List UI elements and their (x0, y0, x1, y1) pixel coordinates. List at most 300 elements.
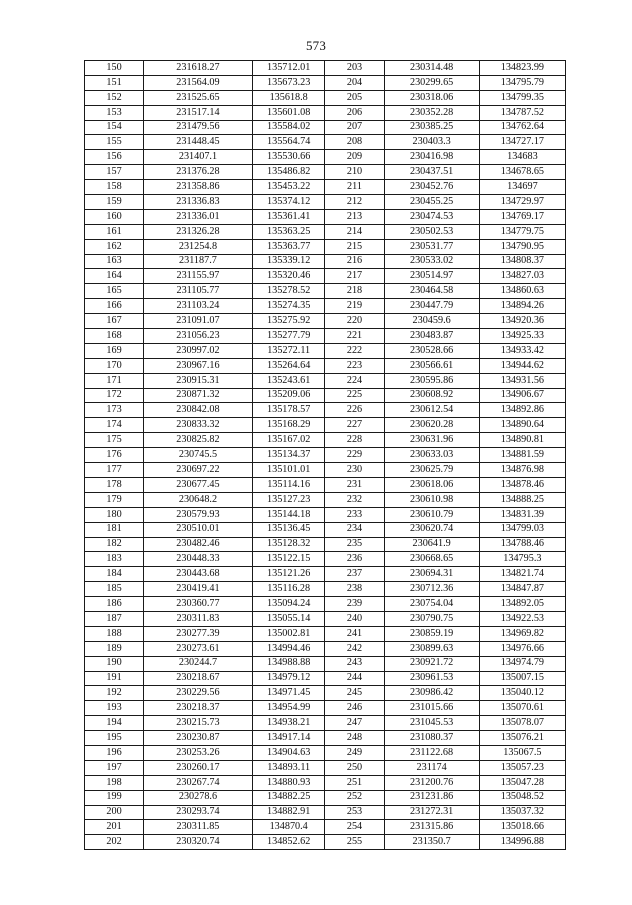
cell-y-coordinate-right: 135037.32 (479, 805, 565, 820)
cell-x-coordinate-right: 230620.28 (384, 418, 479, 433)
cell-x-coordinate-left: 230510.01 (144, 522, 253, 537)
cell-x-coordinate-left: 230677.45 (144, 477, 253, 492)
cell-point-number-left: 156 (85, 150, 144, 165)
coordinates-table (84, 60, 566, 850)
cell-point-number-right: 216 (325, 254, 384, 269)
table-row (85, 567, 566, 582)
cell-y-coordinate-left: 134994.46 (252, 641, 325, 656)
cell-x-coordinate-right: 230566.61 (384, 358, 479, 373)
cell-x-coordinate-right: 230986.42 (384, 686, 479, 701)
cell-y-coordinate-left: 135339.12 (252, 254, 325, 269)
table-row (85, 790, 566, 805)
cell-point-number-left: 176 (85, 448, 144, 463)
cell-point-number-left: 193 (85, 701, 144, 716)
cell-y-coordinate-left: 135055.14 (252, 611, 325, 626)
table-row (85, 150, 566, 165)
cell-x-coordinate-right: 230899.63 (384, 641, 479, 656)
cell-y-coordinate-right: 134922.53 (479, 611, 565, 626)
cell-x-coordinate-right: 230631.96 (384, 433, 479, 448)
cell-y-coordinate-right: 134808.37 (479, 254, 565, 269)
cell-y-coordinate-right: 134827.03 (479, 269, 565, 284)
table-row (85, 120, 566, 135)
cell-y-coordinate-right: 135067.5 (479, 745, 565, 760)
cell-y-coordinate-left: 135101.01 (252, 463, 325, 478)
table-row (85, 61, 566, 76)
table-row (85, 343, 566, 358)
cell-point-number-right: 224 (325, 373, 384, 388)
cell-point-number-right: 208 (325, 135, 384, 150)
table-row (85, 805, 566, 820)
cell-x-coordinate-left: 230244.7 (144, 656, 253, 671)
cell-y-coordinate-left: 135564.74 (252, 135, 325, 150)
cell-y-coordinate-left: 135530.66 (252, 150, 325, 165)
cell-x-coordinate-right: 230612.54 (384, 403, 479, 418)
cell-x-coordinate-right: 230859.19 (384, 626, 479, 641)
cell-x-coordinate-left: 230842.08 (144, 403, 253, 418)
cell-point-number-left: 157 (85, 165, 144, 180)
cell-y-coordinate-right: 134795.3 (479, 552, 565, 567)
cell-point-number-right: 247 (325, 716, 384, 731)
cell-x-coordinate-left: 230277.39 (144, 626, 253, 641)
cell-x-coordinate-left: 230311.83 (144, 611, 253, 626)
cell-point-number-right: 223 (325, 358, 384, 373)
cell-x-coordinate-left: 231091.07 (144, 314, 253, 329)
cell-point-number-left: 158 (85, 180, 144, 195)
cell-y-coordinate-left: 135178.57 (252, 403, 325, 418)
cell-x-coordinate-left: 230833.32 (144, 418, 253, 433)
table-row (85, 463, 566, 478)
table-row (85, 209, 566, 224)
cell-y-coordinate-left: 135618.8 (252, 90, 325, 105)
cell-point-number-right: 230 (325, 463, 384, 478)
cell-y-coordinate-left: 135278.52 (252, 284, 325, 299)
cell-point-number-right: 253 (325, 805, 384, 820)
cell-x-coordinate-right: 230474.53 (384, 209, 479, 224)
cell-y-coordinate-right: 134823.99 (479, 61, 565, 76)
cell-x-coordinate-right: 230531.77 (384, 239, 479, 254)
cell-x-coordinate-left: 231479.56 (144, 120, 253, 135)
cell-y-coordinate-left: 134882.25 (252, 790, 325, 805)
cell-point-number-right: 239 (325, 597, 384, 612)
cell-x-coordinate-right: 230641.9 (384, 537, 479, 552)
cell-point-number-left: 197 (85, 760, 144, 775)
cell-y-coordinate-right: 134860.63 (479, 284, 565, 299)
cell-y-coordinate-right: 134892.05 (479, 597, 565, 612)
cell-point-number-left: 192 (85, 686, 144, 701)
cell-x-coordinate-left: 231564.09 (144, 75, 253, 90)
cell-point-number-right: 252 (325, 790, 384, 805)
cell-point-number-right: 213 (325, 209, 384, 224)
cell-point-number-left: 166 (85, 299, 144, 314)
table-row (85, 731, 566, 746)
cell-x-coordinate-right: 230961.53 (384, 671, 479, 686)
table-row (85, 775, 566, 790)
cell-x-coordinate-right: 230455.25 (384, 195, 479, 210)
cell-y-coordinate-left: 134852.62 (252, 835, 325, 850)
cell-point-number-right: 229 (325, 448, 384, 463)
cell-y-coordinate-right: 134799.35 (479, 90, 565, 105)
cell-y-coordinate-left: 134938.21 (252, 716, 325, 731)
cell-y-coordinate-right: 134969.82 (479, 626, 565, 641)
cell-point-number-left: 188 (85, 626, 144, 641)
cell-point-number-right: 249 (325, 745, 384, 760)
cell-point-number-right: 254 (325, 820, 384, 835)
cell-x-coordinate-right: 230403.3 (384, 135, 479, 150)
cell-x-coordinate-right: 230694.31 (384, 567, 479, 582)
cell-y-coordinate-left: 135136.45 (252, 522, 325, 537)
cell-y-coordinate-left: 134971.45 (252, 686, 325, 701)
cell-y-coordinate-left: 135274.35 (252, 299, 325, 314)
table-row (85, 254, 566, 269)
cell-point-number-left: 169 (85, 343, 144, 358)
cell-point-number-left: 189 (85, 641, 144, 656)
cell-x-coordinate-left: 230697.22 (144, 463, 253, 478)
cell-point-number-right: 246 (325, 701, 384, 716)
cell-y-coordinate-left: 135122.15 (252, 552, 325, 567)
cell-y-coordinate-left: 135002.81 (252, 626, 325, 641)
cell-x-coordinate-right: 230533.02 (384, 254, 479, 269)
cell-y-coordinate-right: 135076.21 (479, 731, 565, 746)
cell-point-number-right: 242 (325, 641, 384, 656)
cell-x-coordinate-right: 231174 (384, 760, 479, 775)
cell-point-number-left: 181 (85, 522, 144, 537)
cell-point-number-right: 244 (325, 671, 384, 686)
cell-x-coordinate-left: 230915.31 (144, 373, 253, 388)
table-row (85, 224, 566, 239)
cell-point-number-right: 241 (325, 626, 384, 641)
cell-x-coordinate-left: 231336.01 (144, 209, 253, 224)
cell-x-coordinate-right: 230754.04 (384, 597, 479, 612)
cell-y-coordinate-left: 135363.25 (252, 224, 325, 239)
cell-y-coordinate-right: 134894.26 (479, 299, 565, 314)
cell-x-coordinate-right: 230625.79 (384, 463, 479, 478)
table-row (85, 135, 566, 150)
cell-y-coordinate-right: 134878.46 (479, 477, 565, 492)
table-row (85, 820, 566, 835)
cell-x-coordinate-right: 230452.76 (384, 180, 479, 195)
cell-y-coordinate-right: 134944.62 (479, 358, 565, 373)
cell-point-number-left: 170 (85, 358, 144, 373)
cell-point-number-right: 207 (325, 120, 384, 135)
cell-y-coordinate-left: 134893.11 (252, 760, 325, 775)
table-row (85, 433, 566, 448)
cell-point-number-left: 152 (85, 90, 144, 105)
cell-point-number-right: 209 (325, 150, 384, 165)
cell-x-coordinate-left: 230648.2 (144, 492, 253, 507)
cell-y-coordinate-right: 134931.56 (479, 373, 565, 388)
cell-y-coordinate-right: 134787.52 (479, 105, 565, 120)
cell-y-coordinate-right: 134831.39 (479, 507, 565, 522)
cell-point-number-left: 165 (85, 284, 144, 299)
cell-y-coordinate-right: 134678.65 (479, 165, 565, 180)
cell-point-number-right: 250 (325, 760, 384, 775)
table-row (85, 403, 566, 418)
cell-x-coordinate-left: 231448.45 (144, 135, 253, 150)
cell-x-coordinate-right: 230314.48 (384, 61, 479, 76)
cell-y-coordinate-right: 135078.07 (479, 716, 565, 731)
table-row (85, 492, 566, 507)
cell-y-coordinate-right: 134876.98 (479, 463, 565, 478)
table-row (85, 701, 566, 716)
cell-y-coordinate-left: 135264.64 (252, 358, 325, 373)
cell-point-number-left: 195 (85, 731, 144, 746)
cell-y-coordinate-left: 134917.14 (252, 731, 325, 746)
table-row (85, 75, 566, 90)
cell-point-number-right: 205 (325, 90, 384, 105)
cell-x-coordinate-right: 230712.36 (384, 582, 479, 597)
cell-x-coordinate-left: 231105.77 (144, 284, 253, 299)
cell-y-coordinate-right: 134683 (479, 150, 565, 165)
cell-x-coordinate-right: 230299.65 (384, 75, 479, 90)
cell-y-coordinate-right: 134799.03 (479, 522, 565, 537)
cell-y-coordinate-left: 135167.02 (252, 433, 325, 448)
cell-y-coordinate-right: 134890.64 (479, 418, 565, 433)
table-row (85, 284, 566, 299)
table-row (85, 388, 566, 403)
cell-point-number-right: 218 (325, 284, 384, 299)
cell-x-coordinate-right: 231231.86 (384, 790, 479, 805)
cell-y-coordinate-left: 135361.41 (252, 209, 325, 224)
cell-x-coordinate-right: 230464.58 (384, 284, 479, 299)
cell-point-number-right: 214 (325, 224, 384, 239)
table-row (85, 448, 566, 463)
cell-y-coordinate-right: 134821.74 (479, 567, 565, 582)
cell-x-coordinate-left: 230967.16 (144, 358, 253, 373)
cell-point-number-right: 203 (325, 61, 384, 76)
cell-x-coordinate-left: 230448.33 (144, 552, 253, 567)
table-row (85, 597, 566, 612)
cell-point-number-right: 233 (325, 507, 384, 522)
cell-x-coordinate-left: 231155.97 (144, 269, 253, 284)
cell-point-number-right: 215 (325, 239, 384, 254)
cell-y-coordinate-right: 135040.12 (479, 686, 565, 701)
cell-x-coordinate-right: 230618.06 (384, 477, 479, 492)
cell-x-coordinate-right: 230437.51 (384, 165, 479, 180)
cell-y-coordinate-left: 134880.93 (252, 775, 325, 790)
cell-point-number-right: 222 (325, 343, 384, 358)
cell-x-coordinate-right: 230459.6 (384, 314, 479, 329)
cell-point-number-left: 172 (85, 388, 144, 403)
cell-x-coordinate-left: 231376.28 (144, 165, 253, 180)
cell-y-coordinate-right: 134976.66 (479, 641, 565, 656)
cell-point-number-left: 162 (85, 239, 144, 254)
cell-point-number-left: 151 (85, 75, 144, 90)
table-row (85, 329, 566, 344)
cell-point-number-left: 199 (85, 790, 144, 805)
cell-point-number-right: 235 (325, 537, 384, 552)
cell-point-number-left: 164 (85, 269, 144, 284)
cell-point-number-right: 206 (325, 105, 384, 120)
cell-point-number-left: 184 (85, 567, 144, 582)
cell-y-coordinate-right: 134996.88 (479, 835, 565, 850)
table-row (85, 90, 566, 105)
table-row (85, 507, 566, 522)
table-row (85, 477, 566, 492)
cell-y-coordinate-left: 135094.24 (252, 597, 325, 612)
cell-x-coordinate-left: 231407.1 (144, 150, 253, 165)
cell-x-coordinate-right: 231122.68 (384, 745, 479, 760)
cell-x-coordinate-left: 230253.26 (144, 745, 253, 760)
cell-x-coordinate-right: 230416.98 (384, 150, 479, 165)
cell-y-coordinate-left: 135168.29 (252, 418, 325, 433)
cell-point-number-left: 182 (85, 537, 144, 552)
cell-x-coordinate-left: 230579.93 (144, 507, 253, 522)
cell-point-number-right: 238 (325, 582, 384, 597)
cell-point-number-right: 221 (325, 329, 384, 344)
cell-y-coordinate-left: 135134.37 (252, 448, 325, 463)
cell-y-coordinate-left: 135673.23 (252, 75, 325, 90)
cell-point-number-left: 173 (85, 403, 144, 418)
cell-x-coordinate-right: 231272.31 (384, 805, 479, 820)
cell-point-number-left: 201 (85, 820, 144, 835)
cell-point-number-left: 198 (85, 775, 144, 790)
cell-point-number-right: 219 (325, 299, 384, 314)
cell-y-coordinate-left: 134979.12 (252, 671, 325, 686)
cell-point-number-left: 155 (85, 135, 144, 150)
cell-x-coordinate-left: 230419.41 (144, 582, 253, 597)
cell-x-coordinate-left: 231336.83 (144, 195, 253, 210)
cell-point-number-right: 212 (325, 195, 384, 210)
cell-point-number-left: 175 (85, 433, 144, 448)
cell-point-number-left: 196 (85, 745, 144, 760)
cell-point-number-right: 211 (325, 180, 384, 195)
cell-y-coordinate-left: 135209.06 (252, 388, 325, 403)
cell-x-coordinate-right: 230668.65 (384, 552, 479, 567)
page-number: 573 (305, 38, 327, 53)
cell-y-coordinate-right: 134847.87 (479, 582, 565, 597)
cell-x-coordinate-left: 231103.24 (144, 299, 253, 314)
cell-point-number-left: 160 (85, 209, 144, 224)
cell-y-coordinate-left: 135127.23 (252, 492, 325, 507)
cell-x-coordinate-left: 230230.87 (144, 731, 253, 746)
table-row (85, 299, 566, 314)
cell-point-number-left: 186 (85, 597, 144, 612)
cell-point-number-right: 232 (325, 492, 384, 507)
cell-point-number-right: 228 (325, 433, 384, 448)
cell-point-number-left: 202 (85, 835, 144, 850)
table-row (85, 314, 566, 329)
cell-point-number-left: 183 (85, 552, 144, 567)
table-row (85, 656, 566, 671)
cell-x-coordinate-left: 230443.68 (144, 567, 253, 582)
cell-point-number-right: 240 (325, 611, 384, 626)
cell-x-coordinate-left: 230997.02 (144, 343, 253, 358)
cell-y-coordinate-left: 135243.61 (252, 373, 325, 388)
cell-x-coordinate-right: 230633.03 (384, 448, 479, 463)
cell-point-number-left: 163 (85, 254, 144, 269)
cell-point-number-left: 150 (85, 61, 144, 76)
cell-point-number-left: 200 (85, 805, 144, 820)
cell-point-number-right: 234 (325, 522, 384, 537)
cell-y-coordinate-right: 134933.42 (479, 343, 565, 358)
cell-x-coordinate-right: 230790.75 (384, 611, 479, 626)
cell-y-coordinate-right: 134779.75 (479, 224, 565, 239)
cell-point-number-left: 191 (85, 671, 144, 686)
cell-y-coordinate-right: 134925.33 (479, 329, 565, 344)
cell-y-coordinate-right: 134697 (479, 180, 565, 195)
cell-x-coordinate-right: 230620.74 (384, 522, 479, 537)
cell-y-coordinate-right: 135048.52 (479, 790, 565, 805)
cell-y-coordinate-right: 134888.25 (479, 492, 565, 507)
table-row (85, 671, 566, 686)
cell-x-coordinate-left: 231525.65 (144, 90, 253, 105)
cell-y-coordinate-right: 134762.64 (479, 120, 565, 135)
cell-y-coordinate-left: 135486.82 (252, 165, 325, 180)
cell-x-coordinate-left: 230229.56 (144, 686, 253, 701)
cell-x-coordinate-left: 230218.67 (144, 671, 253, 686)
cell-y-coordinate-left: 135272.11 (252, 343, 325, 358)
cell-point-number-right: 236 (325, 552, 384, 567)
table-row (85, 373, 566, 388)
cell-y-coordinate-right: 135047.28 (479, 775, 565, 790)
cell-x-coordinate-left: 231187.7 (144, 254, 253, 269)
cell-x-coordinate-left: 230278.6 (144, 790, 253, 805)
table-row (85, 626, 566, 641)
cell-point-number-left: 167 (85, 314, 144, 329)
table-row (85, 745, 566, 760)
cell-x-coordinate-right: 230921.72 (384, 656, 479, 671)
cell-y-coordinate-left: 134870.4 (252, 820, 325, 835)
cell-x-coordinate-left: 230260.17 (144, 760, 253, 775)
cell-y-coordinate-right: 135070.61 (479, 701, 565, 716)
table-row (85, 358, 566, 373)
cell-y-coordinate-right: 134795.79 (479, 75, 565, 90)
cell-point-number-right: 231 (325, 477, 384, 492)
cell-x-coordinate-right: 230595.86 (384, 373, 479, 388)
cell-x-coordinate-left: 230825.82 (144, 433, 253, 448)
cell-point-number-left: 185 (85, 582, 144, 597)
cell-point-number-right: 243 (325, 656, 384, 671)
cell-point-number-left: 168 (85, 329, 144, 344)
cell-point-number-right: 217 (325, 269, 384, 284)
cell-y-coordinate-left: 135114.16 (252, 477, 325, 492)
cell-x-coordinate-left: 231254.8 (144, 239, 253, 254)
cell-point-number-left: 190 (85, 656, 144, 671)
cell-y-coordinate-right: 134729.97 (479, 195, 565, 210)
cell-point-number-left: 180 (85, 507, 144, 522)
cell-y-coordinate-left: 135116.28 (252, 582, 325, 597)
table-row (85, 522, 566, 537)
cell-x-coordinate-left: 231517.14 (144, 105, 253, 120)
cell-point-number-left: 187 (85, 611, 144, 626)
cell-point-number-left: 171 (85, 373, 144, 388)
cell-x-coordinate-left: 231358.86 (144, 180, 253, 195)
cell-point-number-right: 255 (325, 835, 384, 850)
table-row (85, 195, 566, 210)
coordinates-table-body (85, 61, 566, 850)
cell-y-coordinate-left: 134882.91 (252, 805, 325, 820)
table-row (85, 180, 566, 195)
cell-point-number-right: 220 (325, 314, 384, 329)
cell-point-number-right: 226 (325, 403, 384, 418)
cell-y-coordinate-right: 134790.95 (479, 239, 565, 254)
cell-x-coordinate-right: 230483.87 (384, 329, 479, 344)
cell-y-coordinate-left: 135144.18 (252, 507, 325, 522)
cell-point-number-right: 248 (325, 731, 384, 746)
cell-x-coordinate-right: 231315.86 (384, 820, 479, 835)
cell-x-coordinate-right: 231015.66 (384, 701, 479, 716)
cell-point-number-left: 177 (85, 463, 144, 478)
table-row (85, 641, 566, 656)
table-row (85, 760, 566, 775)
cell-x-coordinate-right: 230318.06 (384, 90, 479, 105)
cell-point-number-left: 154 (85, 120, 144, 135)
table-row (85, 418, 566, 433)
table-row (85, 686, 566, 701)
cell-y-coordinate-right: 134892.86 (479, 403, 565, 418)
cell-y-coordinate-right: 134788.46 (479, 537, 565, 552)
cell-x-coordinate-right: 230608.92 (384, 388, 479, 403)
